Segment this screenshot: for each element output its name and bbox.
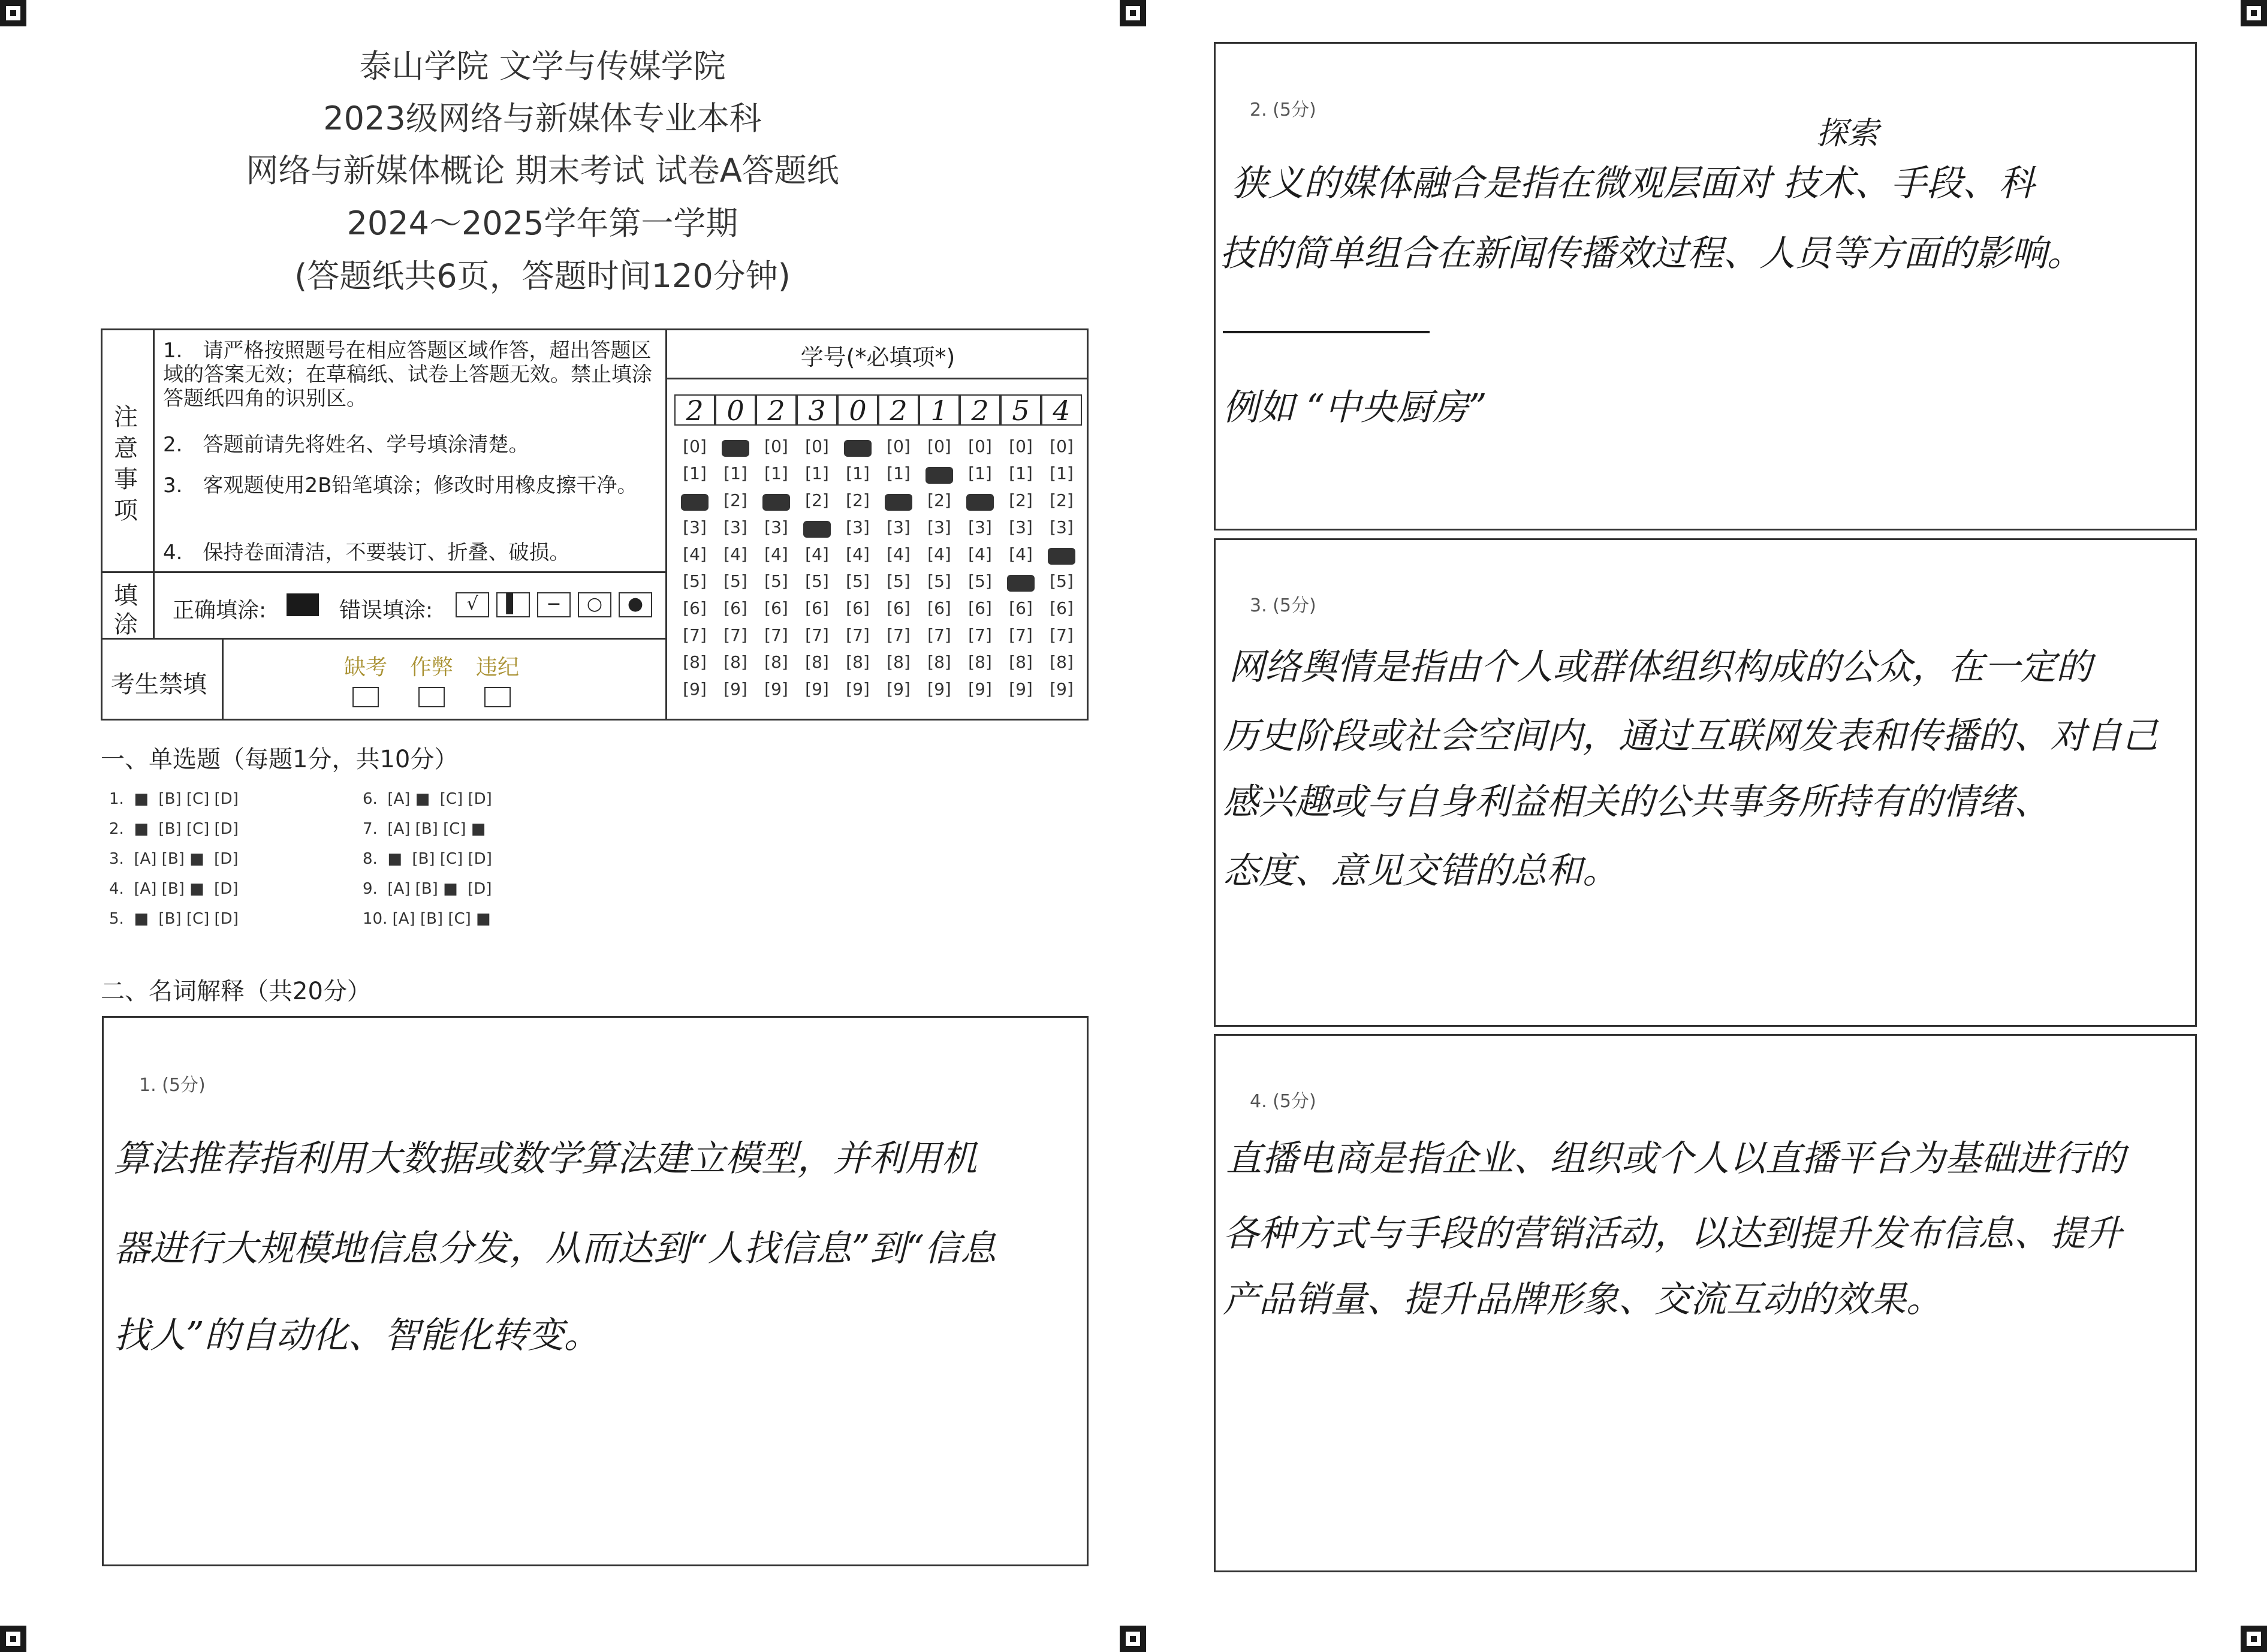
id-bubble[interactable]: [8] [805, 652, 829, 672]
id-digit-10[interactable]: 4 [1041, 394, 1082, 426]
id-bubble[interactable]: [7] [1050, 625, 1074, 645]
id-bubble[interactable]: [3] [683, 517, 707, 537]
id-bubble-filled [722, 440, 749, 457]
id-digit-4[interactable]: 3 [797, 394, 837, 426]
id-bubble[interactable]: [5] [846, 571, 870, 591]
wrong-fill-samples [456, 592, 652, 617]
id-digit-3[interactable]: 2 [756, 394, 797, 426]
id-bubble[interactable] [878, 490, 919, 517]
id-bubble[interactable]: [6] [723, 598, 747, 618]
id-bubble[interactable]: [2] [846, 490, 870, 510]
id-bubble[interactable]: [3] [764, 517, 788, 537]
id-bubble-row [674, 598, 1082, 625]
q4-score: 4. (5分) [1250, 1091, 1316, 1112]
student-id-bubble-grid[interactable] [674, 436, 1082, 706]
id-bubble[interactable]: [1] [1050, 463, 1074, 483]
id-bubble[interactable] [715, 436, 756, 463]
option-violation-label: 违纪 [475, 655, 519, 680]
wrong-mark-circle: ○ [578, 592, 611, 617]
header-duration: (答题纸共6页，答题时间120分钟) [294, 257, 791, 295]
id-bubble[interactable]: [6] [887, 598, 911, 618]
id-bubble[interactable]: [1] [764, 463, 788, 483]
notice-item-4: 4. 保持卷面清洁，不要装订、折叠、破损。 [163, 541, 570, 565]
id-bubble[interactable]: [8] [927, 652, 951, 672]
id-bubble[interactable]: [8] [887, 652, 911, 672]
mc-row-1-right[interactable]: 6. [A] ■ [C] [D] [363, 790, 492, 808]
id-bubble[interactable]: [0] [1009, 436, 1033, 456]
fill-label: 填涂 [114, 582, 138, 638]
id-bubble[interactable]: [0] [683, 436, 707, 456]
option-cheat-label: 作弊 [409, 655, 453, 680]
id-bubble-row [674, 571, 1082, 598]
notice-hline-2 [101, 638, 666, 640]
notice-item-3: 3. 客观题使用2B铅笔填涂；修改时用橡皮擦干净。 [163, 474, 638, 498]
id-bubble[interactable]: [3] [846, 517, 870, 537]
id-bubble-filled [681, 494, 709, 511]
id-bubble[interactable]: [2] [805, 490, 829, 510]
mc-row-1-left[interactable]: 1. ■ [B] [C] [D] [109, 790, 239, 808]
id-bubble[interactable]: [9] [968, 679, 992, 699]
id-bubble[interactable]: [0] [887, 436, 911, 456]
id-bubble-filled [1048, 548, 1075, 565]
notice-item-2: 2. 答题前请先将姓名、学号填涂清楚。 [163, 433, 529, 457]
notice-hline-1 [101, 571, 666, 573]
id-digit-6[interactable]: 2 [878, 394, 919, 426]
id-bubble[interactable]: [1] [846, 463, 870, 483]
id-bubble[interactable]: [5] [764, 571, 788, 591]
wrong-mark-dash: − [537, 592, 571, 617]
id-bubble[interactable]: [4] [1009, 544, 1033, 564]
id-bubble[interactable]: [8] [683, 652, 707, 672]
student-id-divider [667, 378, 1089, 379]
id-bubble[interactable]: [5] [683, 571, 707, 591]
id-bubble[interactable]: [4] [723, 544, 747, 564]
id-bubble[interactable]: [6] [968, 598, 992, 618]
id-bubble[interactable]: [3] [968, 517, 992, 537]
id-digit-8[interactable]: 2 [960, 394, 1000, 426]
corner-marker-bottom-right [2241, 1626, 2267, 1652]
notice-side-label: 注意事项 [114, 403, 138, 524]
id-bubble[interactable]: [0] [927, 436, 951, 456]
id-bubble[interactable]: [2] [1009, 490, 1033, 510]
id-bubble[interactable] [1000, 571, 1041, 598]
id-bubble[interactable]: [1] [968, 463, 992, 483]
option-absent-box[interactable] [352, 687, 379, 707]
id-bubble[interactable]: [6] [846, 598, 870, 618]
id-bubble[interactable]: [0] [1050, 436, 1074, 456]
mc-row-5-left[interactable]: 5. ■ [B] [C] [D] [109, 910, 239, 928]
id-bubble[interactable]: [6] [683, 598, 707, 618]
id-bubble[interactable]: [4] [846, 544, 870, 564]
id-bubble[interactable]: [1] [1009, 463, 1033, 483]
id-bubble[interactable]: [2] [927, 490, 951, 510]
header-major: 2023级网络与新媒体专业本科 [323, 100, 762, 137]
id-bubble[interactable] [674, 490, 715, 517]
id-bubble-filled [1007, 575, 1035, 592]
wrong-fill-label: 错误填涂: [339, 598, 433, 623]
id-bubble[interactable]: [2] [723, 490, 747, 510]
id-bubble-row [674, 625, 1082, 652]
id-bubble[interactable]: [0] [968, 436, 992, 456]
id-bubble[interactable]: [5] [1050, 571, 1074, 591]
id-bubble[interactable]: [9] [723, 679, 747, 699]
id-digit-5[interactable]: 0 [837, 394, 878, 426]
id-bubble-filled [885, 494, 912, 511]
q2-line-1: 狭义的媒体融合是指在微观层面对 技术、手段、科 [1232, 162, 2035, 204]
id-bubble[interactable]: [1] [723, 463, 747, 483]
option-violation[interactable] [456, 650, 539, 707]
id-bubble[interactable]: [7] [764, 625, 788, 645]
id-bubble[interactable]: [0] [764, 436, 788, 456]
id-bubble[interactable] [837, 436, 878, 463]
q1-score: 1. (5分) [139, 1075, 206, 1096]
id-digit-1[interactable]: 2 [674, 394, 715, 426]
id-bubble-filled [966, 494, 994, 511]
id-bubble-filled [803, 521, 831, 538]
id-bubble-row [674, 679, 1082, 706]
id-bubble[interactable]: [4] [764, 544, 788, 564]
answer-box-q2[interactable] [1214, 42, 2197, 530]
student-id-title: 学号(*必填项*) [800, 344, 955, 370]
id-bubble[interactable]: [9] [683, 679, 707, 699]
id-bubble[interactable]: [7] [1009, 625, 1033, 645]
q4-line-1: 直播电商是指企业、组织或个人以直播平台为基础进行的 [1226, 1138, 2125, 1180]
wrong-mark-check: √ [456, 592, 489, 617]
answer-box-q1[interactable] [102, 1016, 1089, 1566]
q3-score: 3. (5分) [1250, 595, 1316, 616]
id-bubble[interactable]: [4] [927, 544, 951, 564]
id-bubble[interactable]: [9] [1050, 679, 1074, 699]
correct-fill-label: 正确填涂: [173, 598, 267, 623]
q2-score: 2. (5分) [1250, 100, 1316, 120]
id-bubble[interactable]: [9] [846, 679, 870, 699]
id-bubble[interactable]: [5] [968, 571, 992, 591]
section2-title: 二、名词解释（共20分） [101, 978, 371, 1005]
id-bubble[interactable] [919, 463, 960, 490]
q3-line-2: 历史阶段或社会空间内，通过互联网发表和传播的、对自己 [1223, 715, 2158, 757]
q3-line-3: 感兴趣或与自身利益相关的公共事务所持有的情绪、 [1223, 781, 2050, 823]
id-bubble[interactable]: [8] [1009, 652, 1033, 672]
id-bubble[interactable] [960, 490, 1000, 517]
header-exam-title: 网络与新媒体概论 期末考试 试卷A答题纸 [246, 152, 839, 189]
q1-line-3: 找人”的自动化、智能化转变。 [114, 1315, 600, 1356]
mc-row-4-right[interactable]: 9. [A] [B] ■ [D] [363, 880, 492, 898]
id-bubble-row [674, 490, 1082, 517]
id-bubble-filled [926, 467, 953, 484]
id-bubble[interactable]: [4] [805, 544, 829, 564]
id-bubble[interactable]: [6] [1009, 598, 1033, 618]
id-digit-7[interactable]: 1 [919, 394, 960, 426]
id-bubble[interactable]: [7] [887, 625, 911, 645]
correct-fill-sample [287, 593, 319, 616]
corner-marker-bottom-center [1120, 1626, 1146, 1652]
id-bubble[interactable]: [7] [723, 625, 747, 645]
q2-insert: 探索 [1816, 116, 1879, 152]
id-bubble[interactable]: [3] [1050, 517, 1074, 537]
id-bubble[interactable]: [5] [805, 571, 829, 591]
id-bubble[interactable]: [9] [927, 679, 951, 699]
id-bubble[interactable]: [4] [968, 544, 992, 564]
id-bubble[interactable]: [9] [805, 679, 829, 699]
id-bubble[interactable]: [5] [723, 571, 747, 591]
q4-line-2: 各种方式与手段的营销活动，以达到提升发布信息、提升 [1223, 1213, 2122, 1255]
q1-line-2: 器进行大规模地信息分发，从而达到“人找信息”到“信息 [114, 1228, 997, 1270]
id-bubble[interactable]: [3] [887, 517, 911, 537]
id-bubble[interactable]: [7] [805, 625, 829, 645]
corner-marker-bottom-left [0, 1626, 26, 1652]
id-bubble[interactable]: [7] [927, 625, 951, 645]
id-bubble[interactable]: [7] [683, 625, 707, 645]
corner-marker-top-right [2241, 0, 2267, 26]
id-bubble[interactable]: [8] [846, 652, 870, 672]
id-bubble-row [674, 544, 1082, 571]
id-bubble[interactable]: [3] [723, 517, 747, 537]
q1-line-1: 算法推荐指利用大数据或数学算法建立模型，并利用机 [114, 1138, 977, 1180]
header-college: 泰山学院 文学与传媒学院 [359, 47, 726, 85]
id-bubble[interactable]: [8] [723, 652, 747, 672]
q2-line-3: 例如 “中央厨房” [1223, 387, 1487, 429]
id-bubble-row [674, 436, 1082, 463]
id-bubble-filled [762, 494, 790, 511]
id-bubble[interactable]: [8] [1050, 652, 1074, 672]
id-bubble[interactable]: [7] [968, 625, 992, 645]
wrong-mark-dot: ● [619, 592, 652, 617]
id-bubble[interactable]: [1] [805, 463, 829, 483]
id-bubble[interactable]: [1] [683, 463, 707, 483]
id-bubble[interactable] [797, 517, 837, 544]
header-semester: 2024～2025学年第一学期 [346, 204, 738, 242]
id-bubble[interactable]: [1] [887, 463, 911, 483]
wrong-mark-bar: ▌ [496, 592, 530, 617]
id-bubble[interactable]: [6] [927, 598, 951, 618]
id-bubble[interactable]: [4] [683, 544, 707, 564]
id-bubble[interactable]: [2] [1050, 490, 1074, 510]
id-bubble[interactable]: [7] [846, 625, 870, 645]
id-bubble[interactable]: [8] [764, 652, 788, 672]
id-bubble[interactable]: [5] [887, 571, 911, 591]
option-absent-label: 缺考 [343, 655, 387, 680]
q2-strikeout [1223, 295, 1430, 333]
q2-line-2: 技的简单组合在新闻传播效过程、人员等方面的影响。 [1220, 233, 2083, 275]
q3-line-1: 网络舆情是指由个人或群体组织构成的公众，在一定的 [1229, 646, 2092, 688]
mc-row-5-right[interactable]: 10. [A] [B] [C] ■ [363, 910, 491, 928]
option-cheat-box[interactable] [418, 687, 445, 707]
notice-col-divider [153, 328, 155, 638]
id-bubble[interactable]: [5] [927, 571, 951, 591]
notice-divider-v [665, 328, 667, 721]
exam-status-label: 考生禁填 [111, 671, 207, 698]
notice-item-1: 1. 请严格按照题号在相应答题区域作答，超出答题区域的答案无效；在草稿纸、试卷上答题无效。禁止填涂答题纸四角的识别区。 [163, 339, 652, 411]
id-bubble-row [674, 517, 1082, 544]
id-bubble[interactable]: [6] [764, 598, 788, 618]
id-bubble[interactable]: [0] [805, 436, 829, 456]
id-bubble[interactable]: [8] [968, 652, 992, 672]
id-bubble[interactable]: [9] [887, 679, 911, 699]
q3-line-4: 态度、意见交错的总和。 [1223, 850, 1618, 892]
id-bubble[interactable]: [3] [1009, 517, 1033, 537]
id-bubble-row [674, 463, 1082, 490]
id-bubble[interactable]: [6] [805, 598, 829, 618]
id-bubble[interactable]: [3] [927, 517, 951, 537]
q4-line-3: 产品销量、提升品牌形象、交流互动的效果。 [1223, 1279, 1942, 1321]
corner-marker-top-center [1120, 0, 1146, 26]
id-bubble-row [674, 652, 1082, 679]
option-violation-box[interactable] [484, 687, 511, 707]
mc-row-2-left[interactable]: 2. ■ [B] [C] [D] [109, 820, 239, 838]
id-bubble[interactable]: [9] [764, 679, 788, 699]
id-bubble-filled [844, 440, 872, 457]
mc-row-3-right[interactable]: 8. ■ [B] [C] [D] [363, 850, 492, 868]
id-digit-2[interactable]: 0 [715, 394, 756, 426]
id-bubble[interactable] [1041, 544, 1082, 571]
id-bubble[interactable]: [4] [887, 544, 911, 564]
id-bubble[interactable] [756, 490, 797, 517]
section1-title: 一、单选题（每题1分，共10分） [101, 746, 459, 773]
id-digit-9[interactable]: 5 [1000, 394, 1041, 426]
exam-status-divider [222, 638, 224, 721]
mc-row-4-left[interactable]: 4. [A] [B] ■ [D] [109, 880, 239, 898]
mc-row-3-left[interactable]: 3. [A] [B] ■ [D] [109, 850, 239, 868]
id-bubble[interactable]: [9] [1009, 679, 1033, 699]
corner-marker-top-left [0, 0, 26, 26]
mc-row-2-right[interactable]: 7. [A] [B] [C] ■ [363, 820, 486, 838]
id-bubble[interactable]: [6] [1050, 598, 1074, 618]
